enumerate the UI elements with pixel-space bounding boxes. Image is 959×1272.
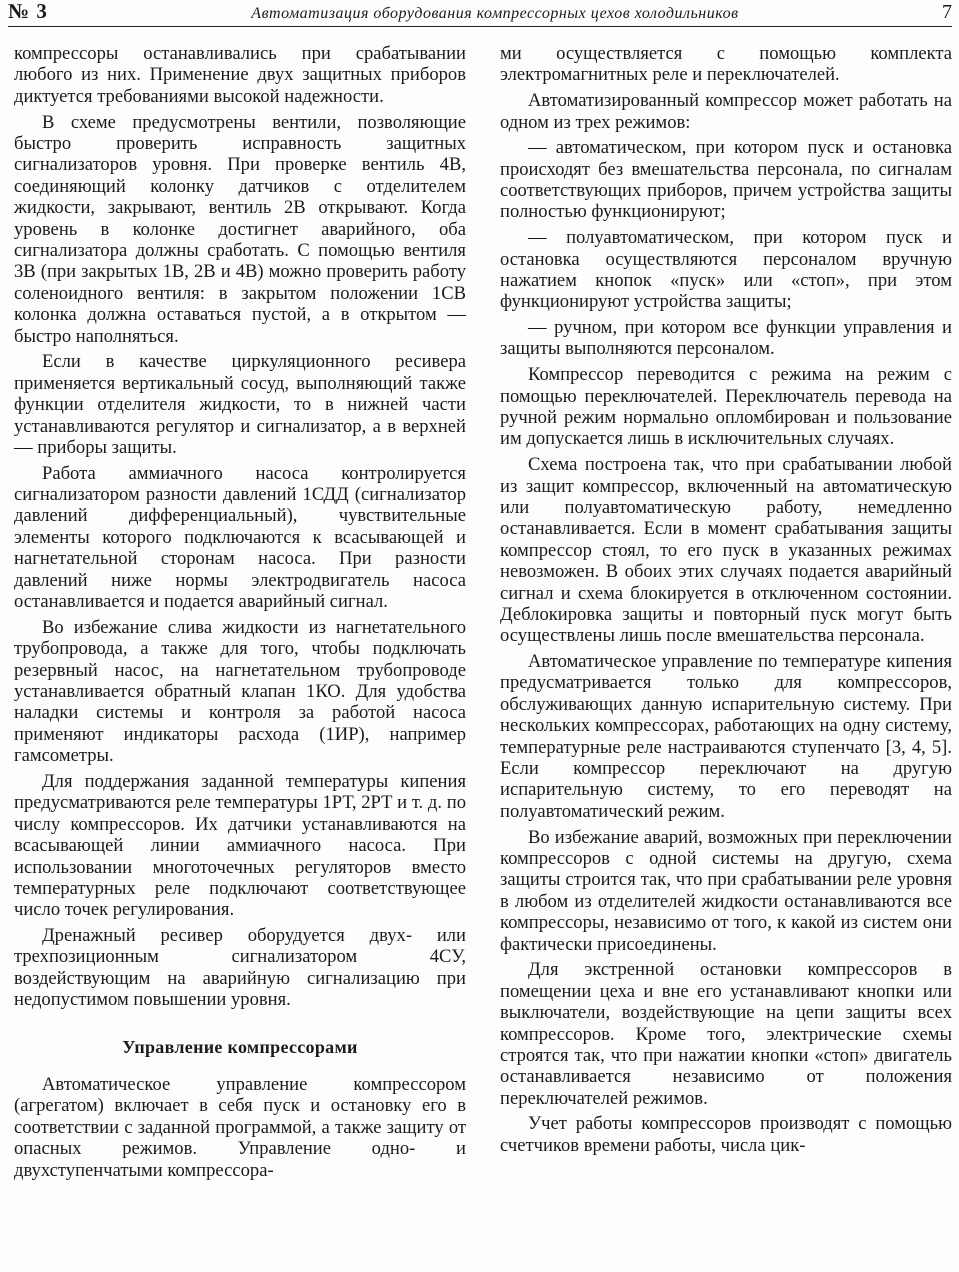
left-column [14,43,466,1185]
paragraph: ми осуществляется с помощью комплекта электромагнитных реле и переключателей. [500,43,952,86]
paragraph: Схема построена так, что при срабатывании любой из защит компрессор, включенный на автоматическую или полуавтоматическую работу, немедленно останавливается. Если в момент срабатывания защиты компрессор стоял, то его пуск в указанных режимах невозможен. В обоих этих случаях подается аварийный сигнал и схема блокируется в отключенном состоянии. Деблокировка защиты и повторный пуск могут быть осуществлены лишь после вмешательства персонала. [500,454,952,647]
paragraph: Дренажный ресивер оборудуется двух- или трехпозиционным сигнализатором 4СУ, воздействующим на аварийную сигнализацию при недопустимом повышении уровня. [14,925,466,1011]
paragraph: Автоматическое управление по температуре кипения предусматривается только для компрессоров, обслуживающих данную испарительную систему. При нескольких компрессорах, работающих на одну систему, температурные реле настраиваются ступенчато [3, 4, 5]. Если компрессор переключают на другую испарительную систему, то его переводят на полуавтоматический режим. [500,651,952,822]
list-item: — ручном, при котором все функции управления и защиты выполняются персоналом. [500,317,952,360]
paragraph: Автоматизированный компрессор может работать на одном из трех режимов: [500,90,952,133]
list-item: — автоматическом, при котором пуск и остановка происходят без вмешательства персонала, по сигналам соответствующих приборов, причем устройства защиты полностью функционируют; [500,137,952,223]
paragraph: Если в качестве циркуляционного ресивера применяется вертикальный сосуд, выполняющий также функции отделителя жидкости, то в нижней части устанавливаются регулятор и сигнализатор, а в верхней — приборы защиты. [14,351,466,458]
paragraph: Автоматическое управление компрессором (агрегатом) включает в себя пуск и остановку его в соответствии с заданной программой, а также защиту от опасных режимов. Управление одно- и двухступенчатыми компрессора- [14,1074,466,1181]
paragraph: В схеме предусмотрены вентили, позволяющие быстро проверить исправность защитных сигнализаторов уровня. При проверке вентиль 4В, соединяющий колонку датчиков с отделителем жидкости, закрывают, вентиль 2В открывают. Когда уровень в колонке достигнет аварийного, оба сигнализатора должны сработать. С помощью вентиля 3В (при закрытых 1В, 2В и 4В) можно проверить работу соленоидного вентиля: в закрытом положении 1СВ колонка должна оставаться пустой, а в открытом — быстро наполняться. [14,111,466,347]
paragraph: Для экстренной остановки компрессоров в помещении цеха и вне его устанавливают кнопки или выключатели, воздействующие на цепи защиты всех компрессоров. Кроме того, электрические схемы строятся так, что при нажатии кнопки «стоп» двигатель останавливается независимо от положения переключателей режимов. [500,959,952,1109]
section-heading: Управление компрессорами [122,1036,358,1057]
journal-title: Автоматизация оборудования компрессорных цехов холодильников [251,5,739,22]
paragraph: компрессоры останавливались при срабатывании любого из них. Применение двух защитных приборов диктуется требованиями высокой надежности. [14,43,466,107]
paragraph: Во избежание слива жидкости из нагнетательного трубопровода, а также для того, чтобы подключать резервный насос, на нагнетательном трубопроводе устанавливается обратный клапан 1КО. Для удобства наладки системы и контроля за работой насоса применяют индикаторы расхода (1ИР), например гамсометры. [14,616,466,767]
right-column [500,43,952,1161]
page-number: 7 [941,1,952,23]
paragraph: Для поддержания заданной температуры кипения предусматриваются реле температуры 1РТ, 2РТ и т. д. по числу компрессоров. Их датчики устанавливаются на всасывающей линии аммиачного насоса. При использовании многоточечных регуляторов вместо температурных реле подключают соответствующее число точек регулирования. [14,770,466,921]
paragraph: Учет работы компрессоров производят с помощью счетчиков времени работы, числа цик- [500,1113,952,1156]
paragraph: Во избежание аварий, возможных при переключении компрессоров с одной системы на другую, схема защиты строится так, что при срабатывании реле уровня в любом из отделителей жидкости останавливаются все компрессоры, независимо от того, к какой из систем они фактически присоединены. [500,826,952,955]
paragraph: Компрессор переводится с режима на режим с помощью переключателей. Переключатель перевода на ручной режим нормально опломбирован и пользование им допускается лишь в исключительных случаях. [500,364,952,450]
running-header [8,0,952,27]
list-item: — полуавтоматическом, при котором пуск и остановка осуществляются персоналом вручную нажатием кнопок «пуск» или «стоп», при этом функционируют устройства защиты; [500,227,952,313]
issue-number: № 3 [8,0,48,23]
paragraph: Работа аммиачного насоса контролируется сигнализатором разности давлений 1СДД (сигнализатор давлений дифференциальный), чувствительные элементы которого подключаются к всасывающей и нагнетательной сторонам насоса. При разности давлений ниже нормы электродвигатель насоса останавливается и подается аварийный сигнал. [14,462,466,613]
